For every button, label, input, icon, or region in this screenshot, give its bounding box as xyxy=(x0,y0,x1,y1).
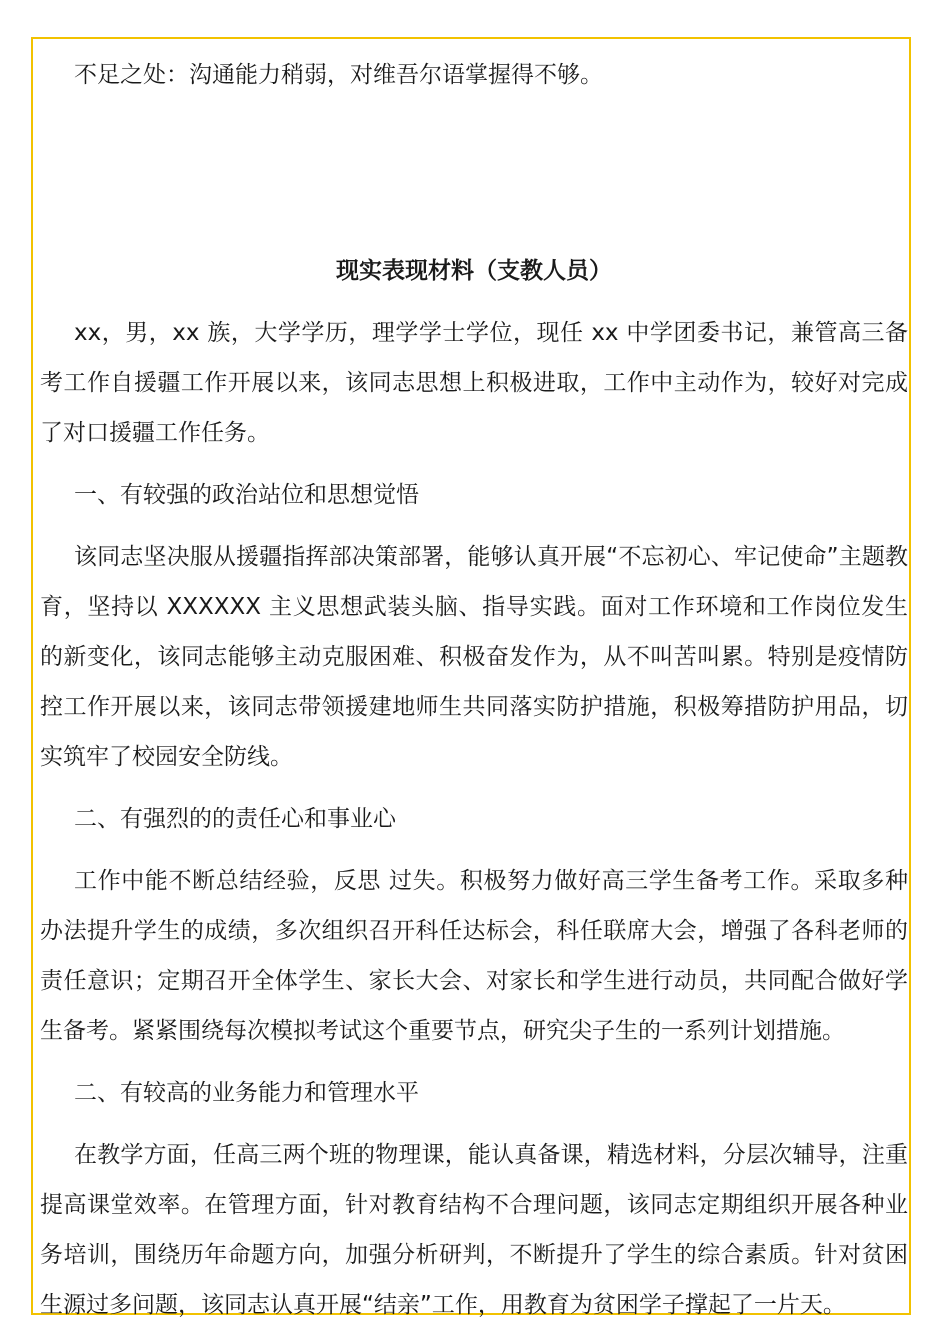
shortcoming-paragraph: 不足之处：沟通能力稍弱，对维吾尔语掌握得不够。 xyxy=(74,62,603,88)
section-body-1: 该同志坚决服从援疆指挥部决策部署，能够认真开展“不忘初心、牢记使命”主题教育，坚持以 XXXXXX 主义思想武装头脑、指导实践。面对工作环境和工作岗位发生的新变化，该同志能够主动克服困难、积极奋发作为，从不叫苦叫累。特别是疫情防控工作开展以来，该同志带领援建地师生共同落实防护措施，积极筹措防护用品，切实筑牢了校园安全防线。 xyxy=(40,544,908,770)
document-body xyxy=(40,50,908,1330)
section-body-3: 在教学方面，任高三两个班的物理课，能认真备课，精选材料，分层次辅导，注重提高课堂效率。在管理方面，针对教育结构不合理问题，该同志定期组织开展各种业务培训，围绕历年命题方向，加强分析研判，不断提升了学生的综合素质。针对贫困生源过多问题，该同志认真开展“结亲”工作，用教育为贫困学子撑起了一片天。 xyxy=(40,1142,908,1318)
document-title: 现实表现材料（支教人员） xyxy=(336,258,612,284)
section-body-2: 工作中能不断总结经验，反思 过失。积极努力做好高三学生备考工作。采取多种办法提升学生的成绩，多次组织召开科任达标会，科任联席大会，增强了各科老师的责任意识；定期召开全体学生、家长大会、对家长和学生进行动员，共同配合做好学 生备考。紧紧围绕每次模拟考试这个重要节点，研究尖子生的一系列计划措施。 xyxy=(40,868,908,1044)
section-heading-3: 二、有较高的业务能力和管理水平 xyxy=(74,1080,419,1106)
intro-paragraph: xx，男，xx 族，大学学历，理学学士学位，现任 xx 中学团委书记，兼管高三备考工作自援疆工作开展以来，该同志思想上积极进取，工作中主动作为，较好对完成了对口援疆工作任务。 xyxy=(40,320,908,446)
section-heading-2: 二、有强烈的的责任心和事业心 xyxy=(74,806,396,832)
blank-space xyxy=(40,100,908,246)
section-heading-1: 一、有较强的政治站位和思想觉悟 xyxy=(74,482,419,508)
